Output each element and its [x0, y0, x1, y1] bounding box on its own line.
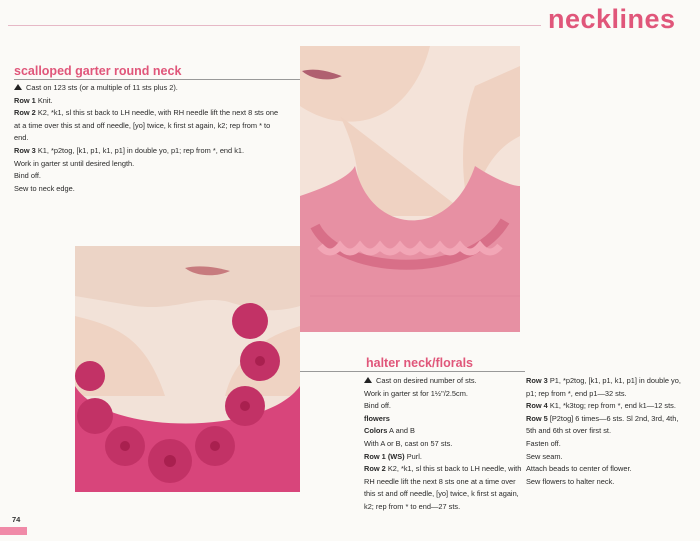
halter-instructions-col1: Cast on desired number of sts. Work in garter st for 1½"/2.5cm. Bind off. flowers Colors A and B With A or B, cast on 57 sts. Row 1 (WS) Purl. Row 2 K2, *k1, sl this st back to LH needle, with RH needle lift the next 8 sts one at a time over this st and off needle, [yo] twice, k first st again, k2; rep from * to end—27 sts. — [364, 376, 522, 511]
halter-instructions-col2: Row 3 P1, *p2tog, [k1, p1, k1, p1] in double yo, p1; rep from *, end p1—32 sts. Row 4 K1, *k3tog; rep from *, end k1—12 sts. Row 5 [P2tog] 6 times—6 sts. Sl 2nd, 3rd, 4th, 5th and 6th st over first st. Fasten off. Sew seam. Attach beads to center of flower. Sew flowers to halter neck. — [526, 376, 681, 486]
triangle-icon — [14, 84, 22, 90]
halter-florals-photo — [75, 246, 300, 492]
header-rule — [8, 25, 541, 26]
scalloped-title: scalloped garter round neck — [14, 64, 182, 78]
section-title: necklines — [548, 4, 676, 34]
scalloped-title-rule — [14, 79, 300, 80]
triangle-icon — [364, 377, 372, 383]
scalloped-neck-photo — [300, 46, 520, 332]
page-tab — [0, 527, 27, 535]
halter-title: halter neck/florals — [366, 356, 473, 370]
halter-title-rule — [300, 371, 525, 372]
page-number: 74 — [12, 515, 21, 524]
scalloped-instructions: Cast on 123 sts (or a multiple of 11 sts plus 2). Row 1 Knit. Row 2 K2, *k1, sl this st back to LH needle, with RH needle lift the next 8 sts one at a time over this st and off needle, [yo] twice, k first st again, k2; rep from * to end. Row 3 K1, *p2tog, [k1, p1, k1, p1] in double yo, p1; rep from *, end k1. Work in garter st until desired length. Bind off. Sew to neck edge. — [14, 83, 279, 193]
